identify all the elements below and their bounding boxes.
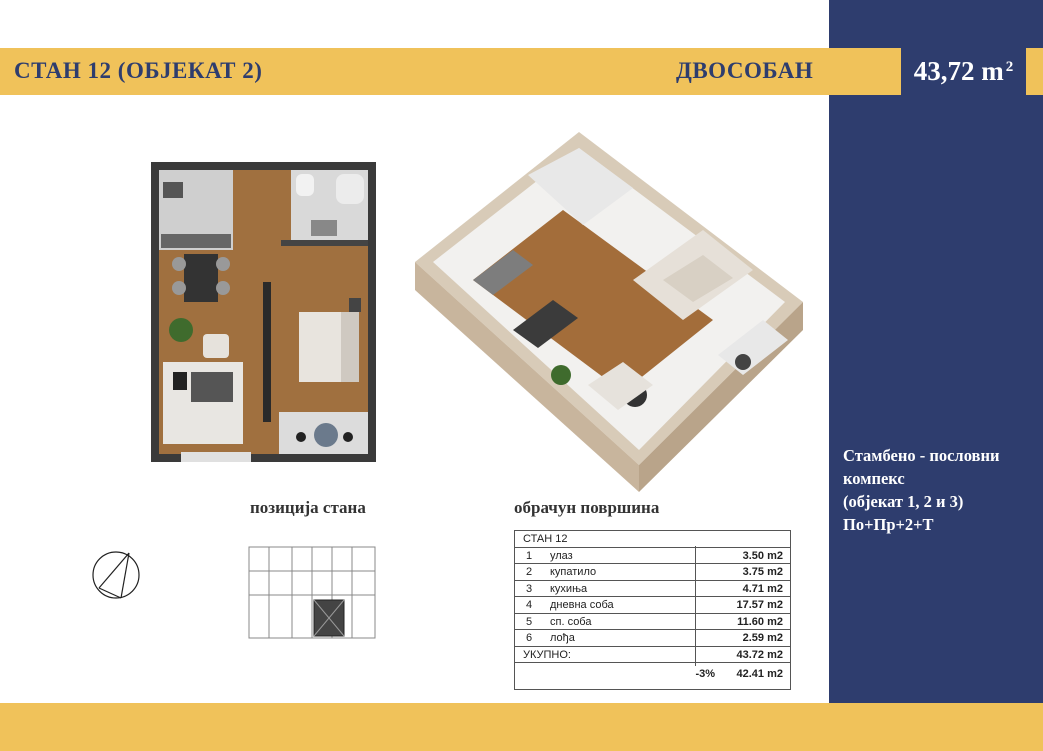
table-header-row — [515, 531, 790, 548]
key-plan — [247, 545, 377, 640]
table-row — [515, 581, 790, 598]
room-area: 3.75 m2 — [742, 566, 783, 578]
area-table — [514, 530, 791, 690]
apartment-title: СТАН 12 (ОБЈЕКАТ 2) — [14, 58, 263, 83]
area-unit-superscript: 2 — [1005, 59, 1014, 75]
compass-icon — [91, 550, 141, 600]
complex-line-2: компекс — [843, 469, 905, 488]
total-area: 43.72 m2 — [736, 648, 783, 661]
room-name: дневна соба — [550, 599, 614, 611]
complex-description — [843, 444, 1033, 536]
apartment-type: ДВОСОБАН — [676, 58, 814, 83]
right-panel — [829, 0, 1043, 751]
row-number: 2 — [525, 566, 533, 578]
room-area: 4.71 m2 — [742, 582, 783, 595]
table-row — [515, 614, 790, 631]
floor-plan-3d — [413, 130, 805, 495]
table-reduced-row — [515, 663, 790, 685]
table-row — [515, 548, 790, 565]
row-number: 6 — [525, 632, 533, 644]
area-badge — [901, 42, 1026, 101]
room-area: 2.59 m2 — [742, 632, 783, 644]
room-name: лођа — [550, 632, 575, 644]
room-name: купатило — [550, 566, 597, 578]
room-name: сп. соба — [550, 615, 592, 628]
row-number: 5 — [525, 615, 533, 628]
table-title: СТАН 12 — [523, 533, 568, 545]
table-column-divider — [695, 546, 696, 666]
position-caption: позиција стана — [250, 498, 366, 517]
area-value: 43,72 m — [913, 56, 1004, 86]
room-name: улаз — [550, 549, 573, 562]
room-area: 17.57 m2 — [736, 599, 783, 611]
total-label: УКУПНО: — [523, 648, 571, 661]
table-total-row — [515, 647, 790, 664]
table-row — [515, 564, 790, 581]
reduced-area: 42.41 m2 — [736, 668, 783, 680]
table-row — [515, 630, 790, 647]
floor-plan-2d — [151, 162, 376, 462]
room-area: 3.50 m2 — [742, 549, 783, 562]
complex-line-4: По+Пр+2+Т — [843, 515, 934, 534]
room-area: 11.60 m2 — [737, 615, 783, 628]
reduction-percent: -3% — [695, 668, 715, 680]
room-name: кухиња — [550, 582, 588, 595]
row-number: 1 — [525, 549, 533, 562]
footer-band — [0, 703, 1043, 751]
complex-line-1: Стамбено - пословни — [843, 446, 1000, 465]
complex-line-3: (објекат 1, 2 и 3) — [843, 492, 964, 511]
row-number: 4 — [525, 599, 533, 611]
calculation-caption: обрачун површина — [514, 498, 660, 517]
table-row — [515, 597, 790, 614]
row-number: 3 — [525, 582, 533, 595]
